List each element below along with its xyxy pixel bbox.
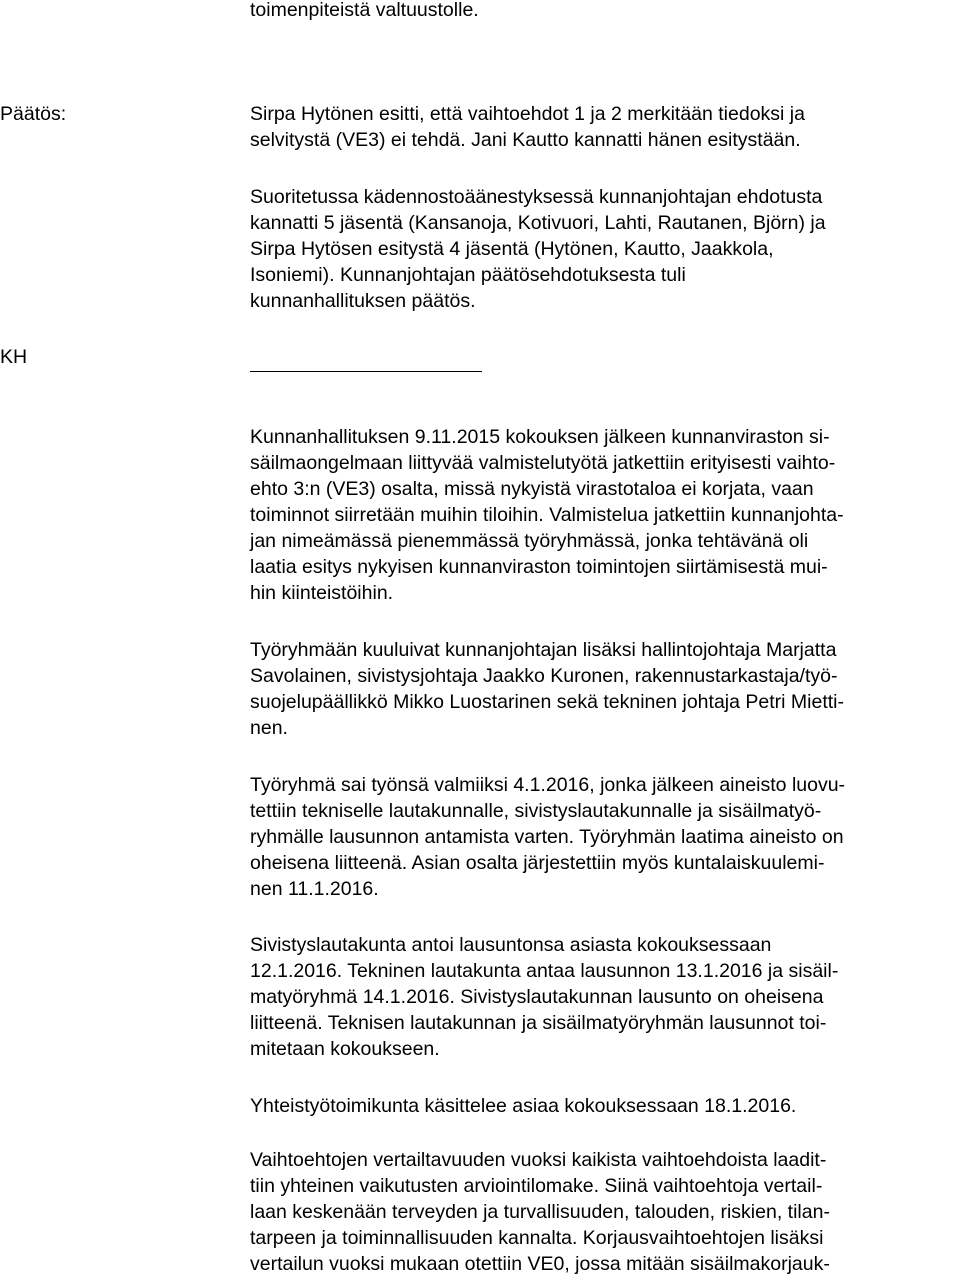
text-line: Sivistyslautakunta antoi lausuntonsa asiasta kokouksessaan	[250, 934, 772, 956]
text-line: Yhteistyötoimikunta käsittelee asiaa kokouksessaan 18.1.2016.	[250, 1095, 797, 1117]
text-line: mitetaan kokoukseen.	[250, 1038, 440, 1060]
text-line: toiminnot siirretään muihin tiloihin. Valmistelua jatkettiin kunnanjohta-	[250, 504, 844, 526]
text-line: nen 11.1.2016.	[250, 878, 379, 900]
text-line: oheisena liitteenä. Asian osalta järjestettiin myös kuntalaiskuulemi-	[250, 852, 825, 874]
text-line: selvitystä (VE3) ei tehdä. Jani Kautto kannatti hänen esitystään.	[250, 129, 801, 151]
text-line: 12.1.2016. Tekninen lautakunta antaa lausunnon 13.1.2016 ja sisäil-	[250, 960, 839, 982]
text-line: laan keskenään terveyden ja turvallisuuden, talouden, riskien, tilan-	[250, 1201, 830, 1223]
text-line: kunnanhallituksen päätös.	[250, 290, 476, 312]
text-line: tiin yhteinen vaikutusten arviointilomake. Siinä vaihtoehtoja vertail-	[250, 1175, 823, 1197]
decision-label: Päätös:	[0, 103, 67, 125]
text-line: Sirpa Hytönen esitti, että vaihtoehdot 1 ja 2 merkitään tiedoksi ja	[250, 103, 805, 125]
text-line: kannatti 5 jäsentä (Kansanoja, Kotivuori, Lahti, Rautanen, Björn) ja	[250, 212, 826, 234]
text-line: suojelupäällikkö Mikko Luostarinen sekä tekninen johtaja Petri Mietti-	[250, 691, 844, 713]
text-line: matyöryhmä 14.1.2016. Sivistyslautakunnan lausunto on oheisena	[250, 986, 824, 1008]
text-line: liitteenä. Teknisen lautakunnan ja sisäilmatyöryhmän lausunnot toi-	[250, 1012, 827, 1034]
text-line: Savolainen, sivistysjohtaja Jaakko Kuronen, rakennustarkastaja/työ-	[250, 665, 838, 687]
text-line: Työryhmä sai työnsä valmiiksi 4.1.2016, jonka jälkeen aineisto luovu-	[250, 774, 846, 796]
text-line: Vaihtoehtojen vertailtavuuden vuoksi kaikista vaihtoehdoista laadit-	[250, 1149, 827, 1171]
text-line: säilmaongelmaan liittyvää valmistelutyötä jatkettiin erityisesti vaihto-	[250, 452, 836, 474]
text-line: Suoritetussa kädennostoäänestyksessä kunnanjohtajan ehdotusta	[250, 186, 823, 208]
text-line: jan nimeämässä pienemmässä työryhmässä, jonka tehtävänä oli	[250, 530, 809, 552]
text-line: tettiin tekniselle lautakunnalle, sivistyslautakunnalle ja sisäilmatyö-	[250, 800, 822, 822]
text-line: hin kiinteistöihin.	[250, 582, 394, 604]
text-line: Isoniemi). Kunnanjohtajan päätösehdotuksesta tuli	[250, 264, 686, 286]
section-divider	[250, 371, 482, 372]
text-line: nen.	[250, 717, 288, 739]
text-line: Kunnanhallituksen 9.11.2015 kokouksen jälkeen kunnanviraston si-	[250, 426, 830, 448]
text-line: ehto 3:n (VE3) osalta, missä nykyistä virastotaloa ei korjata, vaan	[250, 478, 814, 500]
kh-label: KH	[0, 346, 28, 368]
text-line: Työryhmään kuuluivat kunnanjohtajan lisäksi hallintojohtaja Marjatta	[250, 639, 837, 661]
text-line: vertailun vuoksi mukaan otettiin VE0, jossa mitään sisäilmakorjauk-	[250, 1253, 830, 1275]
previous-text-line: toimenpiteistä valtuustolle.	[250, 0, 479, 21]
text-line: ryhmälle lausunnon antamista varten. Työryhmän laatima aineisto on	[250, 826, 844, 848]
text-line: laatia esitys nykyisen kunnanviraston toimintojen siirtämisestä mui-	[250, 556, 828, 578]
text-line: Sirpa Hytösen esitystä 4 jäsentä (Hytönen, Kautto, Jaakkola,	[250, 238, 774, 260]
text-line: tarpeen ja toiminnallisuuden kannalta. Korjausvaihtoehtojen lisäksi	[250, 1227, 824, 1249]
